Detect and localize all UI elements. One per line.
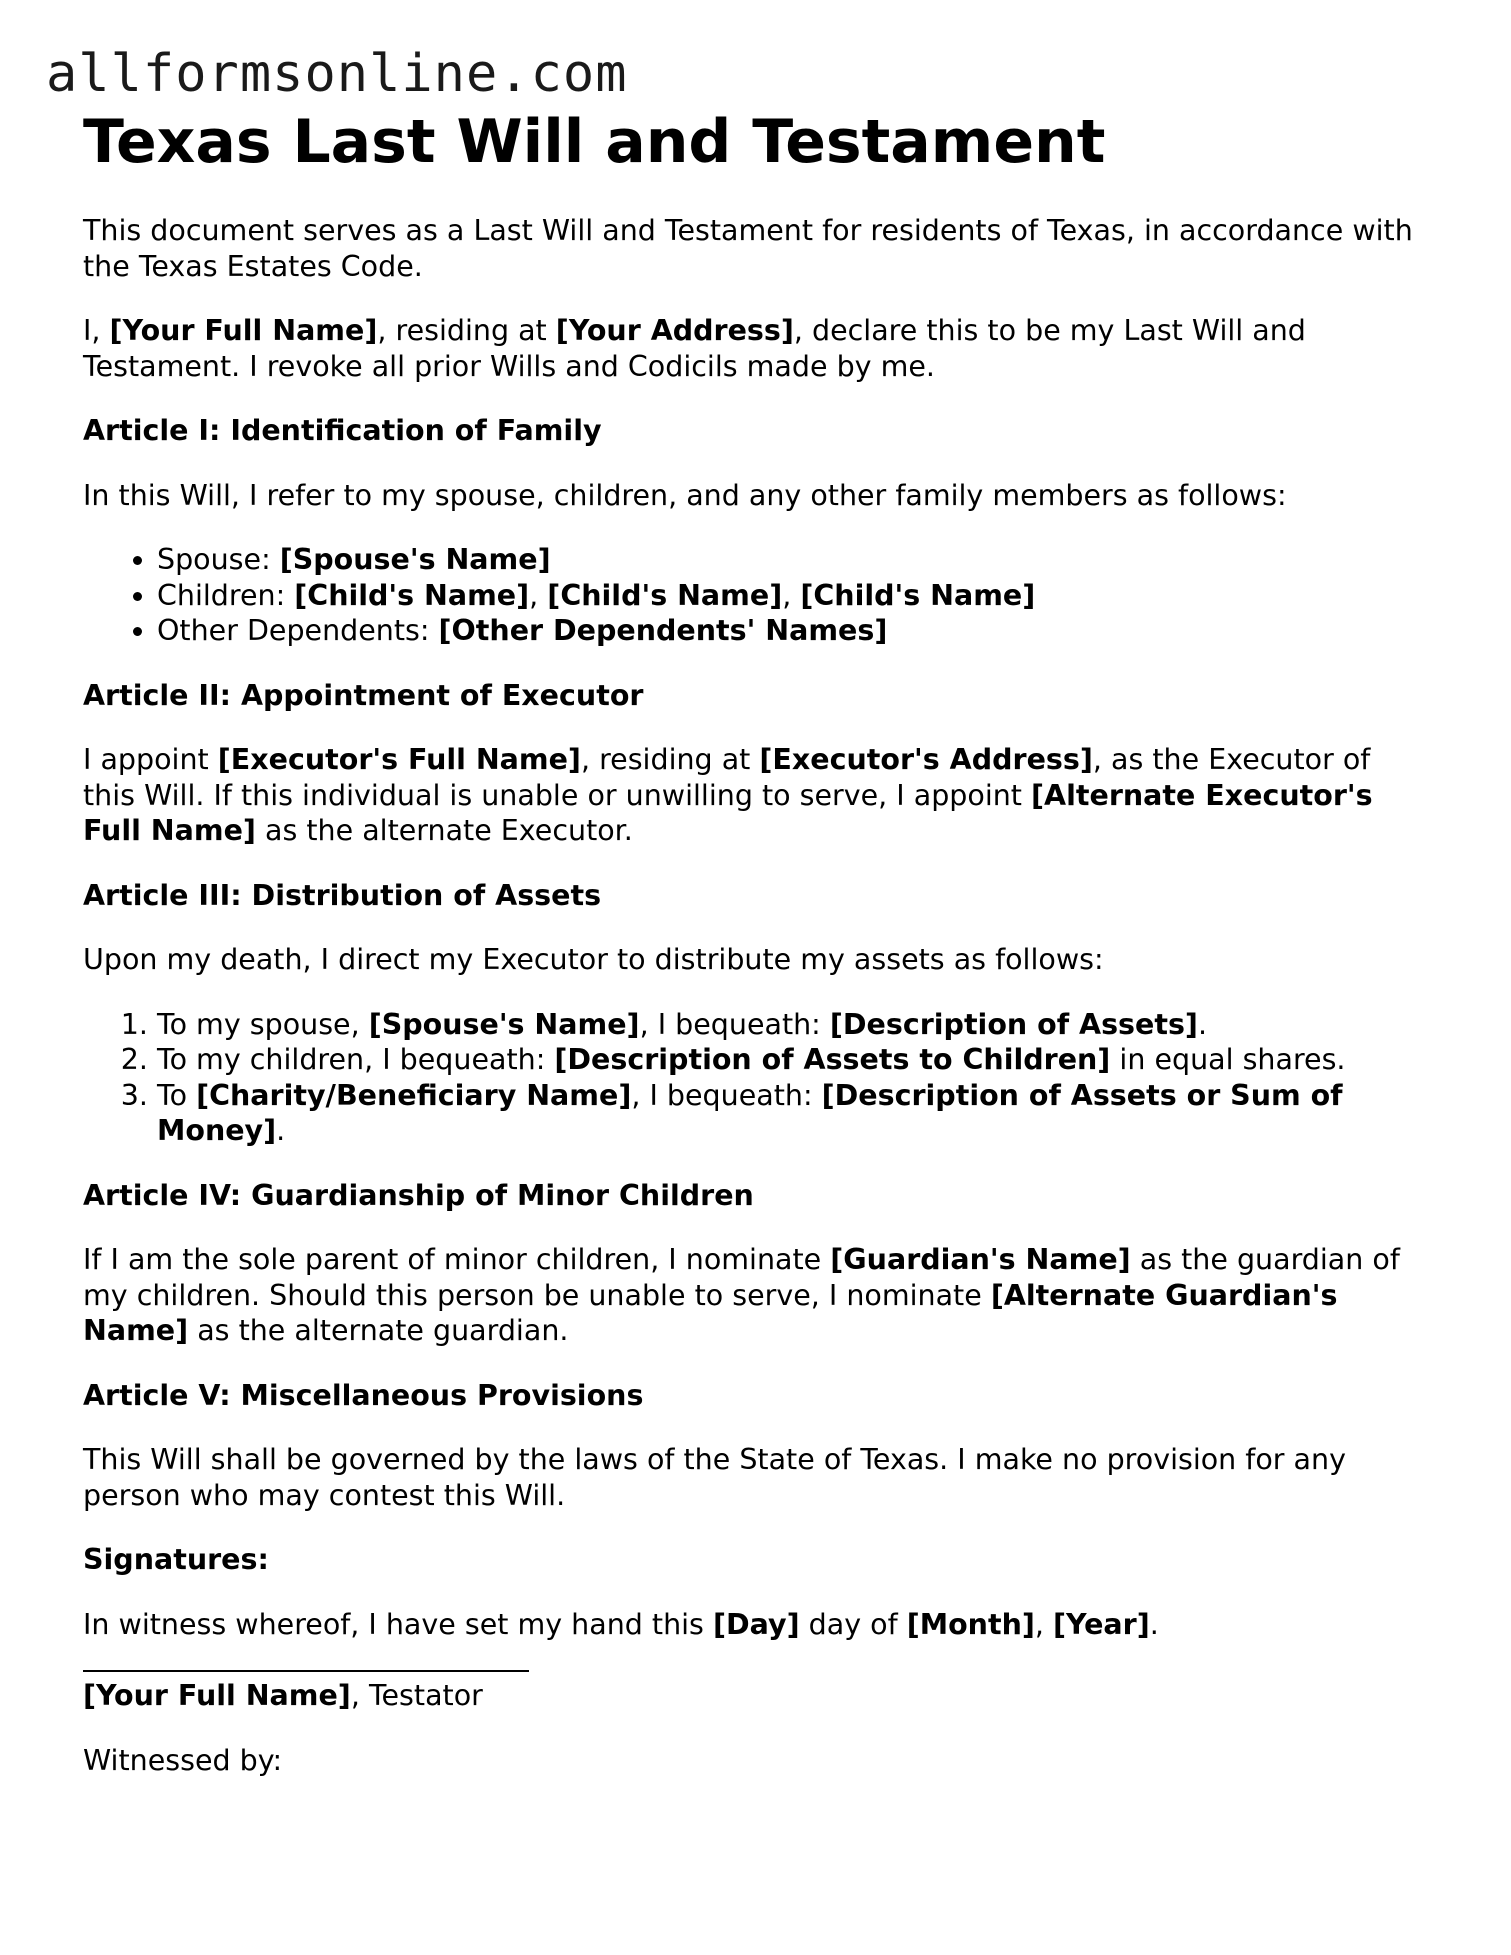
list-item: 3. To [Charity/Beneficiary Name], I bequeath: [Description of Assets or Sum of Money]. <box>157 1078 1423 1149</box>
article-4-text: If I am the sole parent of minor children, I nominate [Guardian's Name] as the guardian of my children. Should this person be unable to serve, I nominate [Alternate Guardian's Name] as the alternate guardian. <box>83 1243 1400 1347</box>
article-2-text: I appoint [Executor's Full Name], residing at [Executor's Address], as the Executor of this Will. If this individual is unable or unwilling to serve, I appoint [Alternate Executor's Full Name] as the alternate Executor. <box>83 743 1373 847</box>
guardian-name-placeholder: [Guardian's Name] <box>830 1243 1131 1276</box>
testator-signature-label: [Your Full Name], Testator <box>83 1679 483 1712</box>
intro-paragraph: This document serves as a Last Will and Testament for residents of Texas, in accordance with the Texas Estates Code. <box>83 214 1413 283</box>
article-2-heading: Article II: Appointment of Executor <box>83 678 644 712</box>
children-assets-placeholder: [Description of Assets to Children] <box>554 1043 1111 1076</box>
signatures-heading: Signatures: <box>83 1543 269 1576</box>
child-name-placeholder: [Child's Name] <box>800 578 1036 612</box>
dependents-names-placeholder: [Other Dependents' Names] <box>438 614 888 647</box>
signature-line <box>83 1670 529 1672</box>
article-3-heading: Article III: Distribution of Assets <box>83 878 602 912</box>
testator-name-placeholder: [Your Full Name] <box>83 1679 351 1712</box>
list-item: 2. To my children, I bequeath: [Description of Assets to Children] in equal shares. <box>157 1042 1423 1078</box>
spouse-name-placeholder: [Spouse's Name] <box>368 1007 640 1041</box>
child-name-placeholder: [Child's Name] <box>294 578 530 612</box>
assets-or-money-placeholder: [Description of Assets or Sum of Money] <box>157 1078 1343 1147</box>
article-4-heading: Article IV: Guardianship of Minor Children <box>83 1178 754 1212</box>
assets-placeholder: [Description of Assets] <box>829 1007 1198 1041</box>
list-item: • Other Dependents: [Other Dependents' Names] <box>157 613 1423 649</box>
beneficiary-placeholder: [Charity/Beneficiary Name] <box>196 1078 632 1112</box>
article-1-heading: Article I: Identification of Family <box>83 414 602 447</box>
executor-address-placeholder: [Executor's Address] <box>759 743 1093 776</box>
list-item: 1. To my spouse, [Spouse's Name], I bequeath: [Description of Assets]. <box>157 1007 1423 1043</box>
list-item: • Spouse: [Spouse's Name] <box>157 542 1423 578</box>
article-5-heading: Article V: Miscellaneous Provisions <box>83 1378 644 1412</box>
year-placeholder: [Year] <box>1053 1607 1150 1641</box>
alternate-guardian-placeholder: [Alternate Guardian's Name] <box>83 1278 1338 1347</box>
article-3-text: Upon my death, I direct my Executor to distribute my assets as follows: <box>83 943 1104 976</box>
witnessed-by-label: Witnessed by: <box>83 1743 283 1777</box>
document-body <box>83 106 1423 1778</box>
list-item: • Children: [Child's Name], [Child's Name], [Child's Name] <box>157 578 1423 614</box>
witness-statement: In witness whereof, I have set my hand this [Day] day of [Month], [Year]. <box>83 1607 1159 1641</box>
declaration-paragraph: I, [Your Full Name], residing at [Your Address], declare this to be my Last Will and Testament. I revoke all prior Wills and Codicils made by me. <box>83 314 1306 383</box>
family-list <box>83 542 1423 649</box>
site-watermark: allformsonline.com <box>46 44 628 104</box>
day-placeholder: [Day] <box>712 1607 800 1641</box>
article-1-text: In this Will, I refer to my spouse, children, and any other family members as follows: <box>83 478 1287 512</box>
testator-address-placeholder: [Your Address] <box>555 314 794 347</box>
executor-name-placeholder: [Executor's Full Name] <box>217 743 581 776</box>
document-title: Texas Last Will and Testament <box>83 107 1106 177</box>
child-name-placeholder: [Child's Name] <box>547 578 783 612</box>
distribution-list <box>83 1007 1423 1149</box>
spouse-name-placeholder: [Spouse's Name] <box>279 543 551 576</box>
month-placeholder: [Month] <box>906 1607 1035 1641</box>
testator-name-placeholder: [Your Full Name] <box>109 314 378 347</box>
article-5-text: This Will shall be governed by the laws of the State of Texas. I make no provision for any person who may contest this Will. <box>83 1443 1346 1512</box>
alternate-executor-placeholder: [Alternate Executor's Full Name] <box>83 778 1373 847</box>
